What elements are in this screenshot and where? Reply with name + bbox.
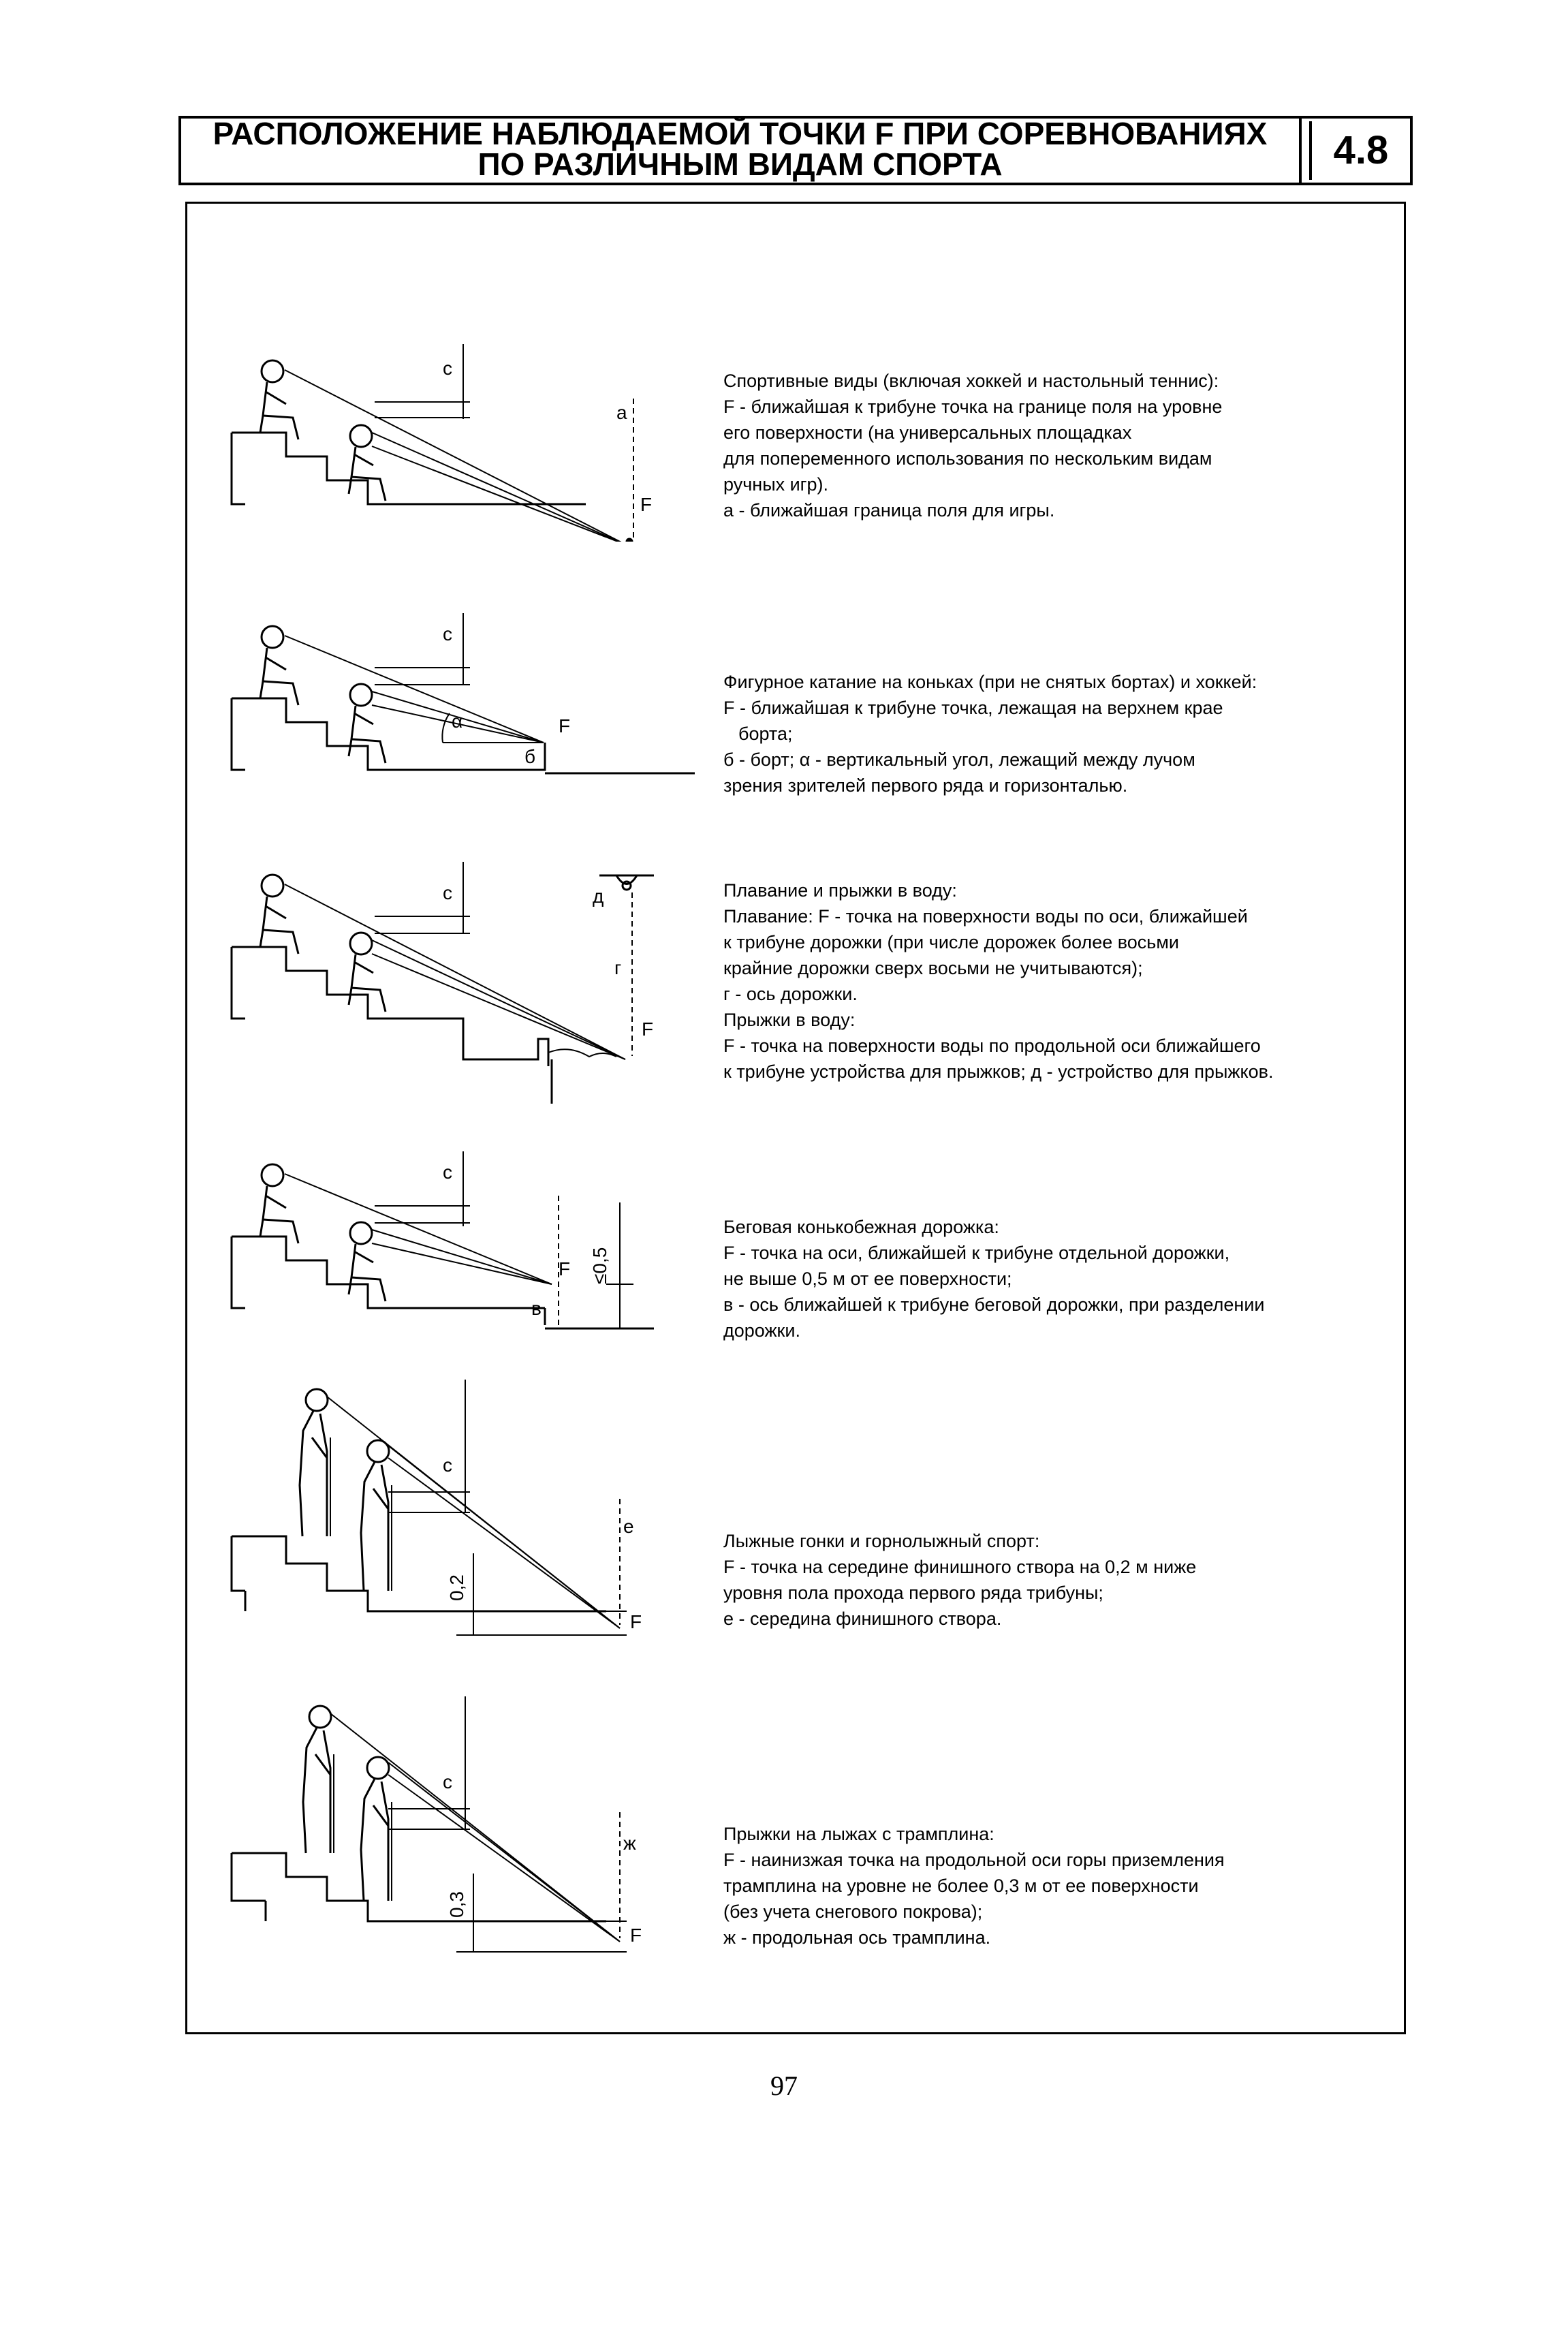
desc-3-line-6: Прыжки в воду: (723, 1010, 856, 1030)
page-title (181, 116, 1302, 183)
label-c: c (443, 1455, 452, 1476)
label-dim-0-3: 0,3 (446, 1891, 467, 1918)
description-3 (723, 877, 1405, 1085)
desc-5-line-1: Лыжные гонки и горнолыжный спорт: (723, 1531, 1040, 1551)
label-F: F (640, 494, 653, 515)
desc-6-line-1: Прыжки на лыжах с трамплина: (723, 1824, 994, 1844)
desc-1-line-2: F - ближайшая к трибуне точка на границе поля на уровне (723, 397, 1223, 417)
desc-3-line-5: г - ось дорожки. (723, 984, 858, 1004)
desc-1-line-4: для попеременного использования по нескольким видам (723, 448, 1212, 469)
spectator-standing-1-icon (300, 1389, 330, 1536)
figure-6-ski-jumping (218, 1690, 695, 1955)
figure-3-swimming-diving (218, 855, 695, 1107)
spectator-seated-1-icon (260, 360, 298, 439)
description-6 (723, 1821, 1405, 1950)
label-a: a (616, 402, 627, 423)
figure-2-figure-skating (218, 610, 695, 807)
description-1 (723, 368, 1405, 523)
desc-2-line-3: борта; (738, 724, 793, 744)
desc-1-line-6: а - ближайшая граница поля для игры. (723, 500, 1055, 520)
desc-2-line-5: зрения зрителей первого ряда и горизонталью. (723, 775, 1128, 796)
label-dim-0-2: 0,2 (446, 1574, 467, 1601)
title-line-1: РАСПОЛОЖЕНИЕ НАБЛЮДАЕМОЙ ТОЧКИ F ПРИ СОРЕВНОВАНИЯХ (213, 116, 1268, 151)
label-g: г (614, 957, 622, 978)
description-4 (723, 1214, 1405, 1343)
label-c: c (443, 882, 452, 903)
desc-3-line-7: F - точка на поверхности воды по продольной оси ближайшего (723, 1036, 1261, 1056)
figure-5-skiing (218, 1376, 695, 1649)
header-box (178, 116, 1413, 185)
description-5 (723, 1528, 1405, 1632)
desc-1-line-3: его поверхности (на универсальных площадках (723, 422, 1132, 443)
desc-5-line-3: уровня пола прохода первого ряда трибуны; (723, 1583, 1103, 1603)
desc-6-line-2: F - наинизжая точка на продольной оси горы приземления (723, 1850, 1225, 1870)
desc-3-line-1: Плавание и прыжки в воду: (723, 880, 957, 901)
label-b: б (524, 746, 536, 767)
figure-4-speed-skating (218, 1148, 695, 1352)
desc-1-line-5: ручных игр). (723, 474, 829, 495)
label-c: c (443, 1771, 452, 1792)
desc-5-line-2: F - точка на середине финишного створа на 0,2 м ниже (723, 1557, 1197, 1577)
spectator-standing-2-icon (361, 1440, 392, 1591)
desc-6-line-3: трамплина на уровне не более 0,3 м от ее поверхности (723, 1876, 1199, 1896)
label-F: F (642, 1019, 654, 1040)
spectator-standing-1-icon (303, 1706, 334, 1853)
desc-3-line-3: к трибуне дорожки (при числе дорожек более восьми (723, 932, 1180, 952)
label-F: F (559, 1258, 571, 1279)
desc-4-line-2: F - точка на оси, ближайшей к трибуне отдельной дорожки, (723, 1243, 1230, 1263)
label-alpha: α (452, 711, 463, 732)
label-v: в (531, 1298, 542, 1319)
spectator-seated-1-icon (260, 626, 298, 705)
description-2 (723, 669, 1405, 798)
figure-1-sports-field (218, 337, 695, 542)
desc-4-line-4: в - ось ближайшей к трибуне беговой дорожки, при разделении (723, 1294, 1265, 1315)
page-number: 97 (770, 2070, 798, 2101)
title-line-2: ПО РАЗЛИЧНЫМ ВИДАМ СПОРТА (477, 146, 1003, 182)
desc-2-line-4: б - борт; α - вертикальный угол, лежащий между лучом (723, 749, 1195, 770)
label-dim-0-5: ≤0,5 (589, 1247, 610, 1284)
desc-2-line-2: F - ближайшая к трибуне точка, лежащая на верхнем крае (723, 698, 1223, 718)
label-c: c (443, 1162, 452, 1183)
desc-3-line-4: крайние дорожки сверх восьми не учитываются); (723, 958, 1143, 978)
diving-board-icon (599, 875, 654, 890)
desc-4-line-5: дорожки. (723, 1320, 800, 1341)
label-zh: ж (623, 1833, 636, 1854)
spectator-seated-1-icon (260, 1164, 298, 1243)
label-c: c (443, 358, 452, 379)
desc-4-line-1: Беговая конькобежная дорожка: (723, 1217, 999, 1237)
label-F: F (630, 1925, 642, 1946)
label-e: e (623, 1516, 634, 1537)
spectator-seated-1-icon (260, 875, 298, 954)
desc-3-line-8: к трибуне устройства для прыжков; д - устройство для прыжков. (723, 1061, 1274, 1082)
desc-2-line-1: Фигурное катание на коньках (при не снятых бортах) и хоккей: (723, 672, 1257, 692)
desc-6-line-4: (без учета снегового покрова); (723, 1901, 983, 1922)
label-d: д (593, 886, 604, 907)
spectator-standing-2-icon (361, 1757, 392, 1901)
label-c: c (443, 623, 452, 644)
desc-3-line-2: Плавание: F - точка на поверхности воды по оси, ближайшей (723, 906, 1248, 927)
label-F: F (630, 1611, 642, 1632)
desc-6-line-5: ж - продольная ось трамплина. (723, 1927, 991, 1948)
label-F: F (559, 715, 571, 736)
desc-4-line-3: не выше 0,5 м от ее поверхности; (723, 1269, 1012, 1289)
desc-1-line-1: Спортивные виды (включая хоккей и настольный теннис): (723, 371, 1219, 391)
section-number: 4.8 (1333, 128, 1389, 172)
desc-5-line-4: е - середина финишного створа. (723, 1608, 1002, 1629)
